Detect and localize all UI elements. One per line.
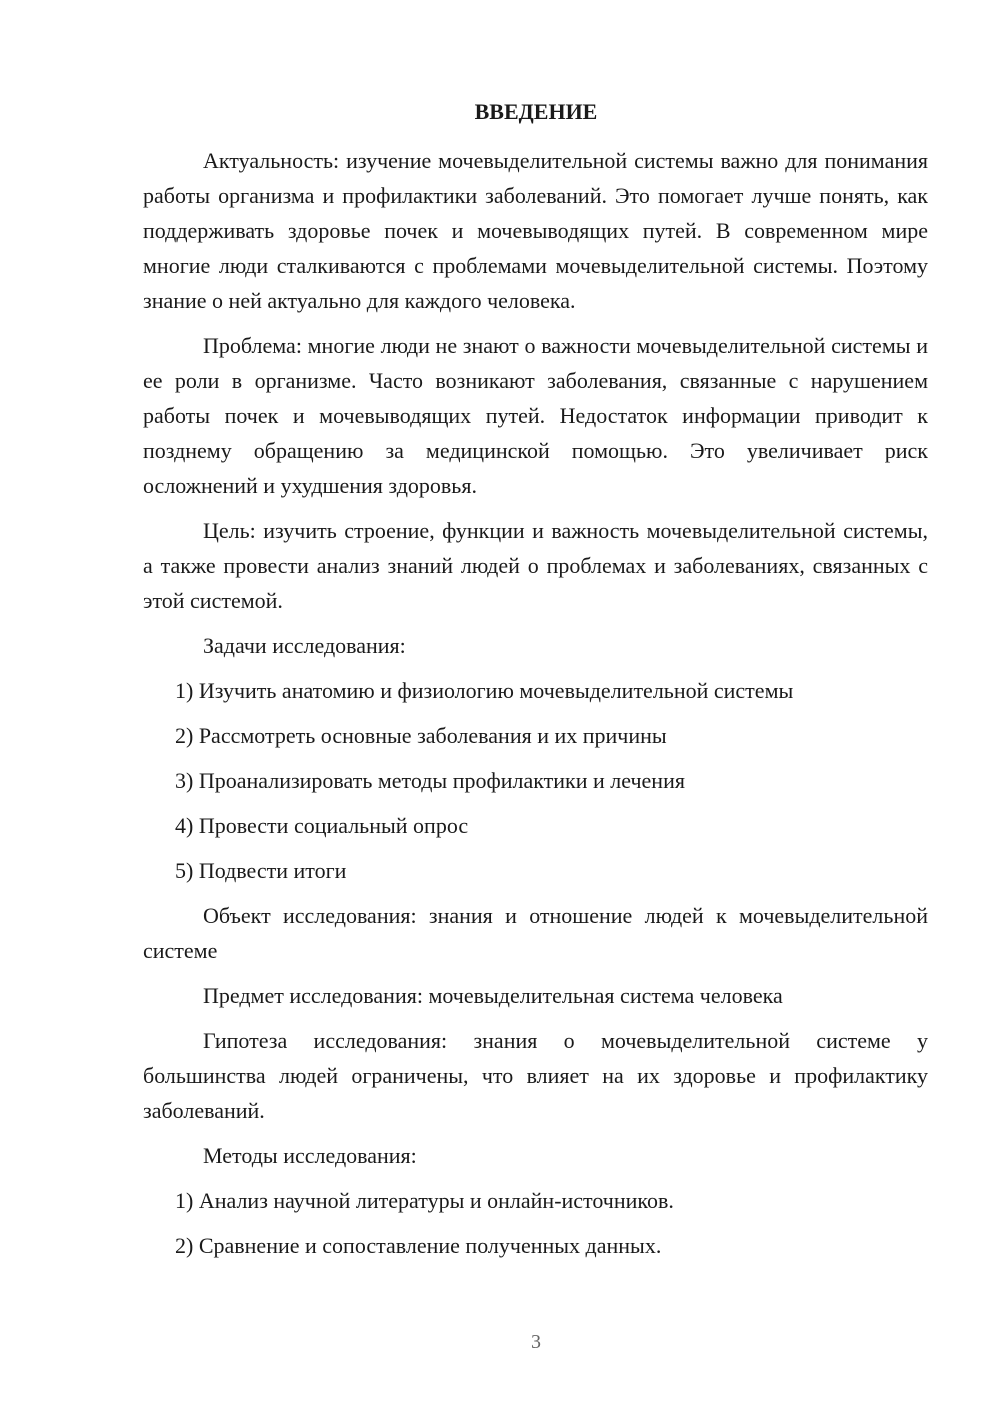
goal-paragraph: Цель: изучить строение, функции и важность мочевыделительной системы, а также провести анализ знаний людей о проблемах и заболеваниях, связанных с этой системой. — [143, 518, 928, 613]
object-paragraph: Объект исследования: знания и отношение людей к мочевыделительной системе — [143, 903, 928, 963]
tasks-heading: Задачи исследования: — [203, 633, 406, 658]
relevance-paragraph: Актуальность: изучение мочевыделительной системы важно для понимания работы организма и профилактики заболеваний. Это помогает лучше понять, как поддерживать здоровье почек и мочевыводящих путей. В современном мире многие люди сталкиваются с проблемами мочевыделительной системы. Поэтому знание о ней актуально для каждого человека. — [143, 148, 928, 313]
page-number: 3 — [531, 1331, 541, 1353]
method-item: 1) Анализ научной литературы и онлайн-источников. — [175, 1188, 674, 1213]
task-item: 3) Проанализировать методы профилактики и лечения — [175, 768, 685, 793]
problem-paragraph: Проблема: многие люди не знают о важности мочевыделительной системы и ее роли в организме. Часто возникают заболевания, связанные с нарушением работы почек и мочевыводящих путей. Недостаток информации приводит к позднему обращению за медицинской помощью. Это увеличивает риск осложнений и ухудшения здоровья. — [143, 333, 928, 498]
task-item: 2) Рассмотреть основные заболевания и их причины — [175, 723, 667, 748]
document-body — [143, 143, 928, 1273]
hypothesis-paragraph: Гипотеза исследования: знания о мочевыделительной системе у большинства людей ограничены, что влияет на их здоровье и профилактику заболеваний. — [143, 1028, 928, 1123]
task-item: 1) Изучить анатомию и физиологию мочевыделительной системы — [175, 678, 794, 703]
methods-heading: Методы исследования: — [203, 1143, 417, 1168]
section-title: ВВЕДЕНИЕ — [474, 99, 598, 124]
task-item: 4) Провести социальный опрос — [175, 813, 469, 838]
method-item: 2) Сравнение и сопоставление полученных данных. — [175, 1233, 662, 1258]
subject-paragraph: Предмет исследования: мочевыделительная система человека — [203, 983, 783, 1008]
task-item: 5) Подвести итоги — [175, 858, 347, 883]
